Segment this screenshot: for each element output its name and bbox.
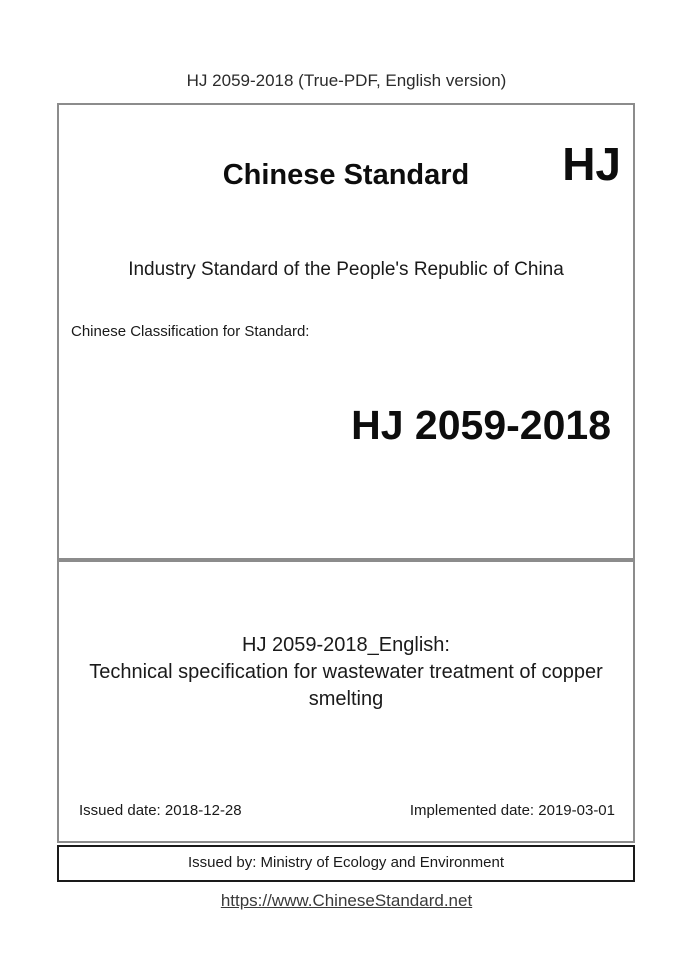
issued-date: Issued date: 2018-12-28 xyxy=(79,802,242,819)
english-title-line-3: smelting xyxy=(308,688,384,710)
brand-title: Chinese Standard xyxy=(222,159,470,191)
cover-subtitle: Industry Standard of the People's Republic of China xyxy=(128,259,564,280)
issuer-text: Issued by: Ministry of Ecology and Environment xyxy=(188,854,504,871)
standard-number: HJ 2059-2018 xyxy=(351,402,611,448)
dates-row xyxy=(79,802,615,819)
english-title-block xyxy=(59,632,633,713)
cover-main-panel xyxy=(57,103,635,560)
issuer-panel xyxy=(57,845,635,882)
english-title-line-2: Technical specification for wastewater treatment of copper xyxy=(89,661,603,683)
footer-link[interactable]: https://www.ChineseStandard.net xyxy=(220,891,473,910)
page-header: HJ 2059-2018 (True-PDF, English version) xyxy=(186,71,507,90)
english-title-line-1: HJ 2059-2018_English: xyxy=(242,634,450,656)
classification-label: Chinese Classification for Standard: xyxy=(71,323,310,340)
cover-title-panel xyxy=(57,560,635,843)
brand-code: HJ xyxy=(562,138,621,190)
footer-link-container xyxy=(0,891,693,911)
implemented-date: Implemented date: 2019-03-01 xyxy=(409,802,615,819)
